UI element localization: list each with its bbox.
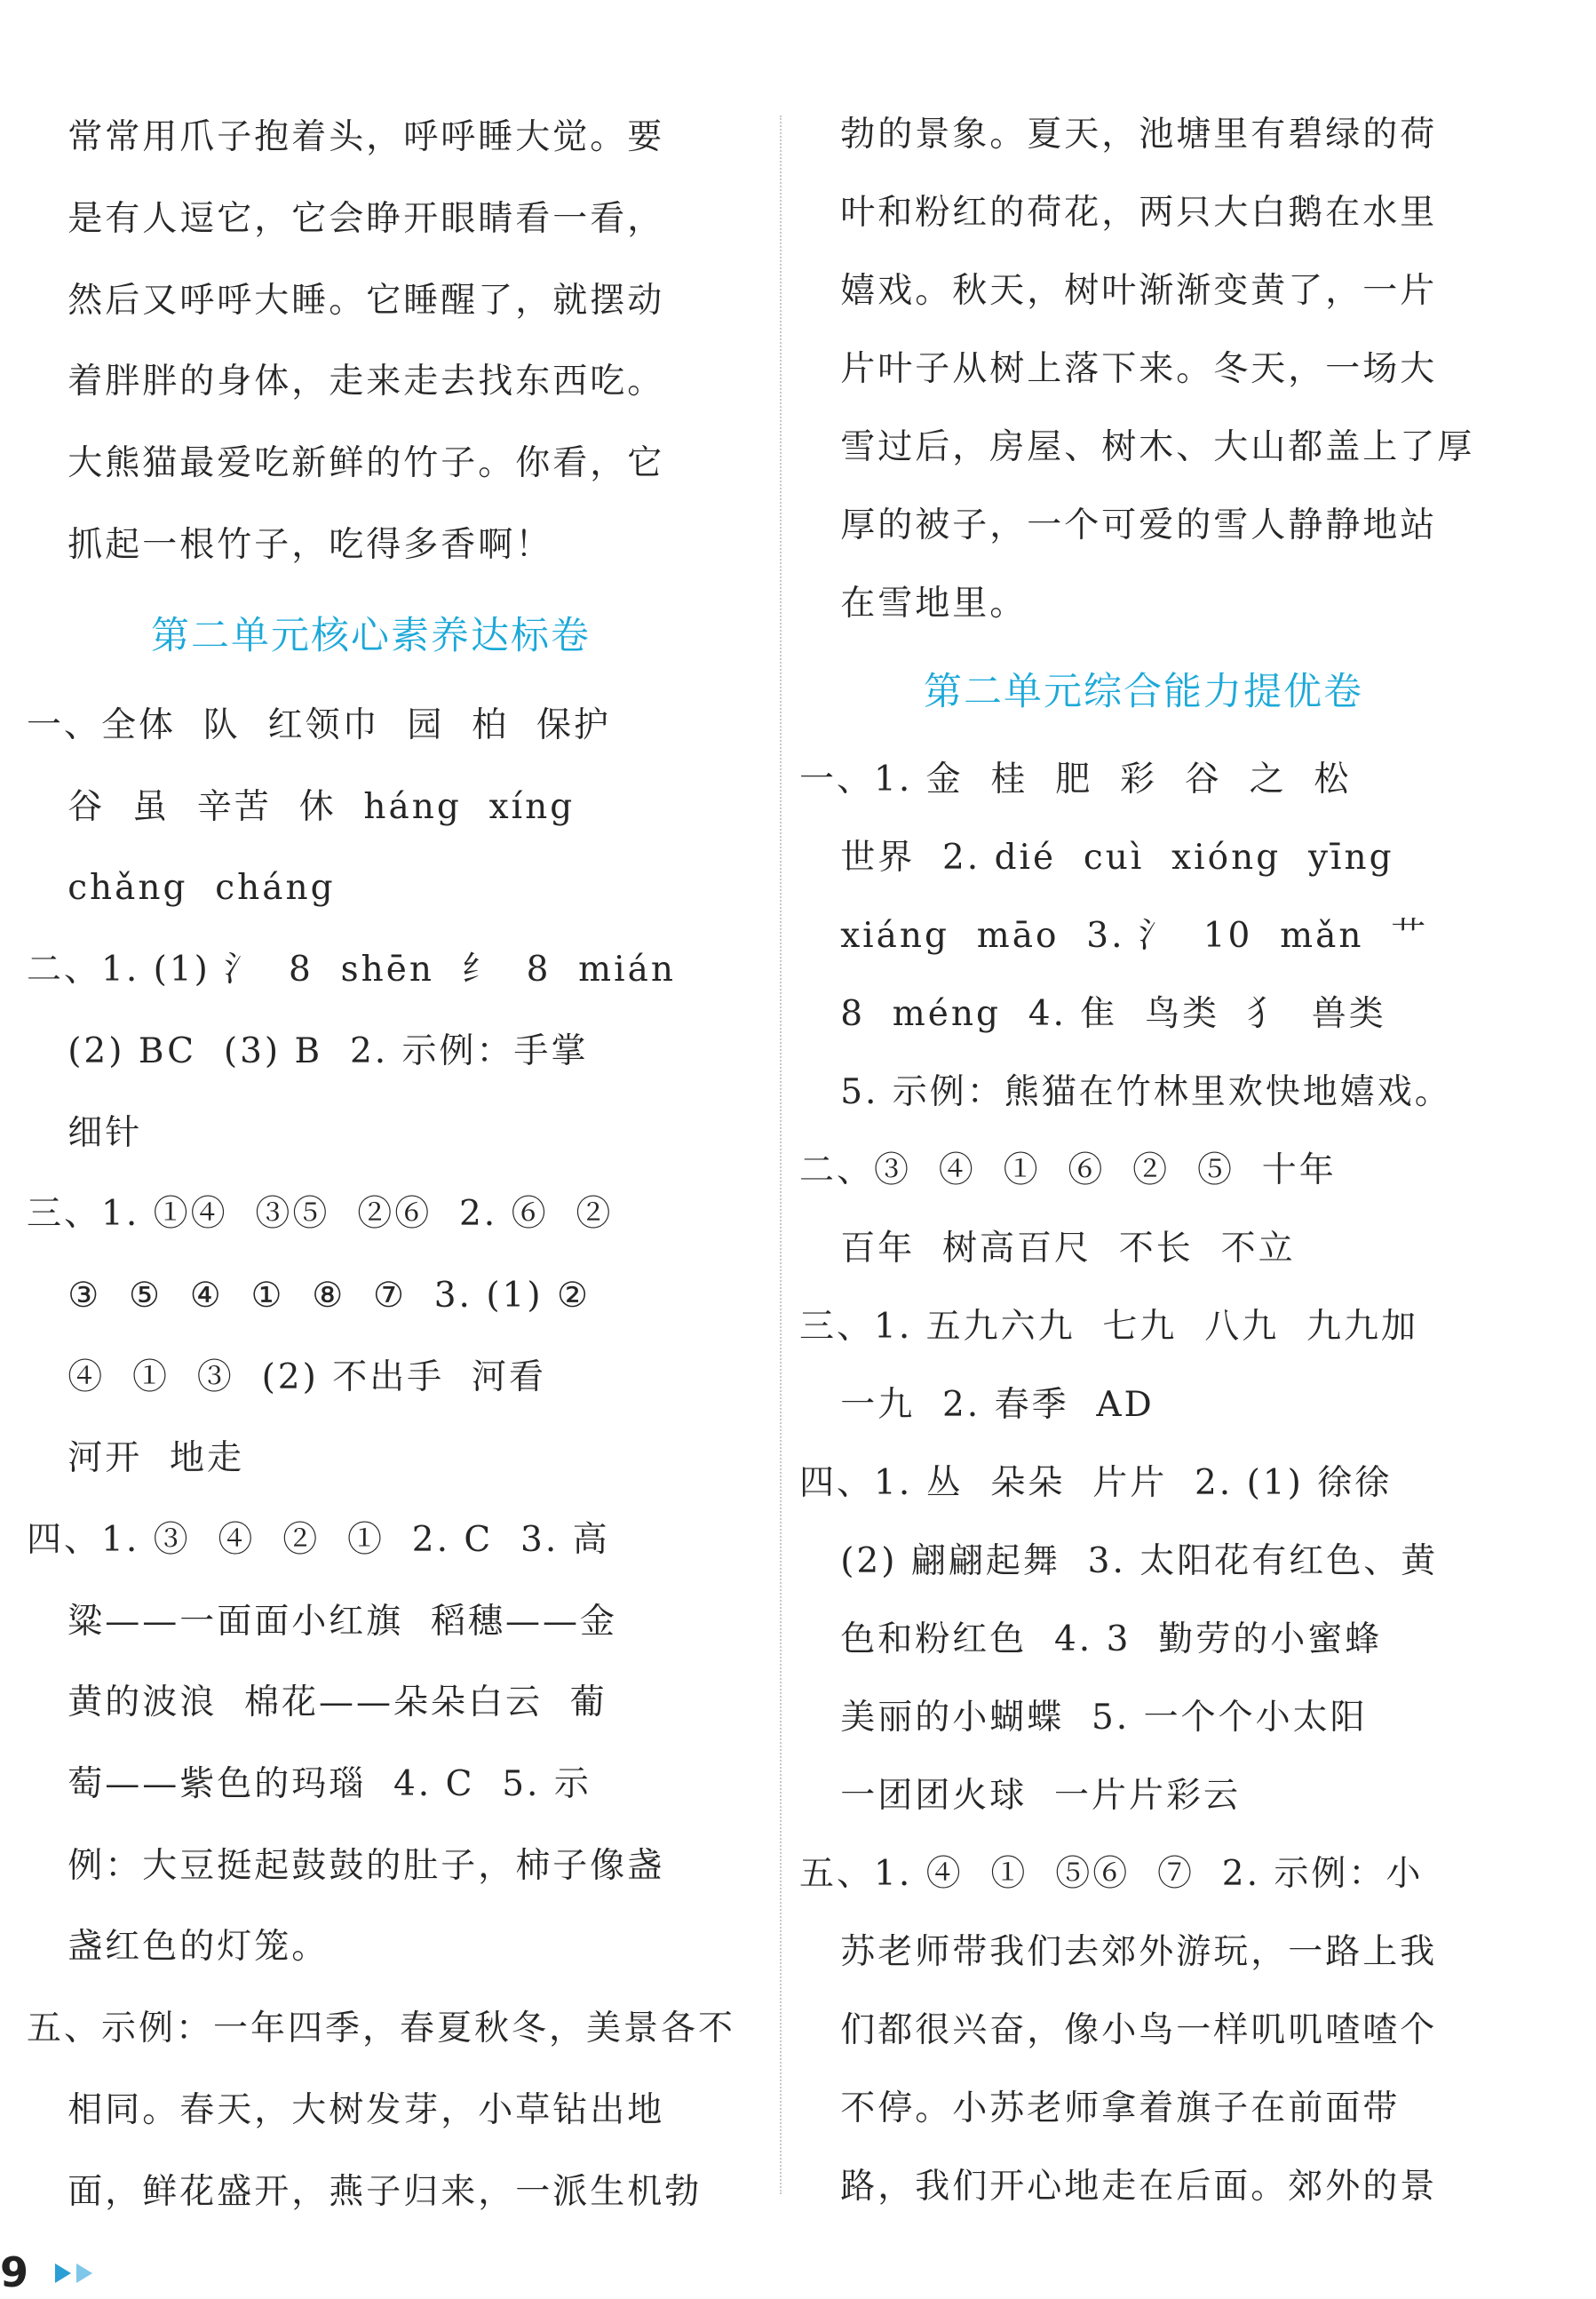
arrow-right-icon: [55, 2263, 71, 2283]
text-line: 大熊猫最爱吃新鲜的竹子。你看，它: [27, 443, 665, 483]
answer-line: 五、1. ④ ① ⑤⑥ ⑦ 2. 示例：小: [799, 1854, 1424, 1894]
answer-line: 四、1. 丛 朵朵 片片 2. (1) 徐徐: [799, 1463, 1393, 1503]
answer-line: 河开 地走: [27, 1438, 244, 1478]
right-column: [799, 0, 1536, 2239]
answer-line: 苏老师带我们去郊外游玩，一路上我: [799, 1932, 1438, 1972]
answer-line: 路，我们开心地走在后面。郊外的景: [799, 2167, 1438, 2207]
text-line: 在雪地里。: [799, 584, 1028, 624]
answer-line: 粱——一面面小红旗 稻穗——金: [27, 1602, 617, 1642]
text-line: 然后又呼呼大睡。它睡醒了，就摆动: [27, 281, 665, 321]
answer-line: xiáng māo 3. 氵 10 mǎn 艹: [799, 916, 1429, 956]
section-heading: 第二单元核心素养达标卷: [151, 614, 591, 658]
answer-line: 世界 2. dié cuì xióng yīng: [799, 838, 1394, 878]
answer-line: 萄——紫色的玛瑙 4. C 5. 示: [27, 1764, 592, 1804]
answer-line: 百年 树高百尺 不长 不立: [799, 1229, 1296, 1269]
text-line: 抓起一根竹子，吃得多香啊！: [27, 525, 553, 565]
text-line: 勃的景象。夏天，池塘里有碧绿的荷: [799, 115, 1438, 155]
answer-line: (2) 翩翩起舞 3. 太阳花有红色、黄: [799, 1541, 1439, 1581]
answer-line: 黄的波浪 棉花——朵朵白云 葡: [27, 1682, 607, 1722]
answer-line: 一、全体 队 红领巾 园 柏 保护: [27, 705, 611, 745]
answer-line: ④ ① ③ (2) 不出手 河看: [27, 1357, 547, 1397]
page-arrow-icon: [55, 2263, 117, 2285]
answer-line: 们都很兴奋，像小鸟一样叽叽喳喳个: [799, 2010, 1438, 2050]
answer-line: 一团团火球 一片片彩云: [799, 1776, 1241, 1816]
column-divider: [780, 115, 782, 2194]
answer-line: 色和粉红色 4. 3 勤劳的小蜜蜂: [799, 1619, 1383, 1659]
answer-line: 一九 2. 春季 AD: [799, 1385, 1155, 1425]
answer-line: ③ ⑤ ④ ① ⑧ ⑦ 3. (1) ②: [27, 1276, 591, 1316]
answer-line: chǎng cháng: [27, 868, 336, 908]
text-line: 是有人逗它，它会睁开眼睛看一看，: [27, 199, 665, 239]
answer-line: 面，鲜花盛开，燕子归来，一派生机勃: [27, 2172, 703, 2212]
answer-line: 5. 示例：熊猫在竹林里欢快地嬉戏。: [799, 1072, 1452, 1112]
text-line: 叶和粉红的荷花，两只大白鹅在水里: [799, 193, 1438, 233]
left-column: [27, 0, 764, 2239]
answer-line: 盏红色的灯笼。: [27, 1927, 330, 1967]
text-line: 嬉戏。秋天，树叶渐渐变黄了，一片: [799, 271, 1438, 311]
text-line: 常常用爪子抱着头，呼呼睡大觉。要: [27, 117, 665, 157]
text-line: 着胖胖的身体，走来走去找东西吃。: [27, 362, 665, 402]
arrow-right-icon: [76, 2263, 92, 2283]
answer-line: 谷 虽 辛苦 休 háng xíng: [27, 787, 576, 827]
answer-line: 三、1. ①④ ③⑤ ②⑥ 2. ⑥ ②: [27, 1194, 614, 1234]
answer-line: 不停。小苏老师拿着旗子在前面带: [799, 2088, 1401, 2128]
answer-line: 四、1. ③ ④ ② ① 2. C 3. 高: [27, 1520, 610, 1560]
answer-line: 一、1. 金 桂 肥 彩 谷 之 松: [799, 760, 1352, 799]
answer-line: (2) BC (3) B 2. 示例：手掌: [27, 1031, 589, 1071]
answer-line: 相同。春天，大树发芽，小草钻出地: [27, 2090, 665, 2130]
answer-line: 二、1. (1) 氵 8 shēn 纟 8 mián: [27, 950, 676, 990]
page-number: 9: [0, 2248, 29, 2296]
text-line: 厚的被子，一个可爱的雪人静静地站: [799, 505, 1438, 545]
text-line: 雪过后，房屋、树木、大山都盖上了厚: [799, 427, 1475, 467]
answer-line: 例：大豆挺起鼓鼓的肚子，柿子像盏: [27, 1846, 665, 1886]
answer-line: 二、③ ④ ① ⑥ ② ⑤ 十年: [799, 1150, 1337, 1190]
text-line: 片叶子从树上落下来。冬天，一场大: [799, 349, 1438, 389]
answer-line: 细针: [27, 1113, 143, 1153]
answer-line: 8 méng 4. 隹 鸟类 犭 兽类: [799, 994, 1386, 1034]
answer-line: 三、1. 五九六九 七九 八九 九九加: [799, 1307, 1418, 1347]
answer-line: 美丽的小蝴蝶 5. 一个个小太阳: [799, 1698, 1368, 1738]
section-heading: 第二单元综合能力提优卷: [924, 670, 1363, 714]
answer-line: 五、示例：一年四季，春夏秋冬，美景各不: [27, 2009, 736, 2048]
